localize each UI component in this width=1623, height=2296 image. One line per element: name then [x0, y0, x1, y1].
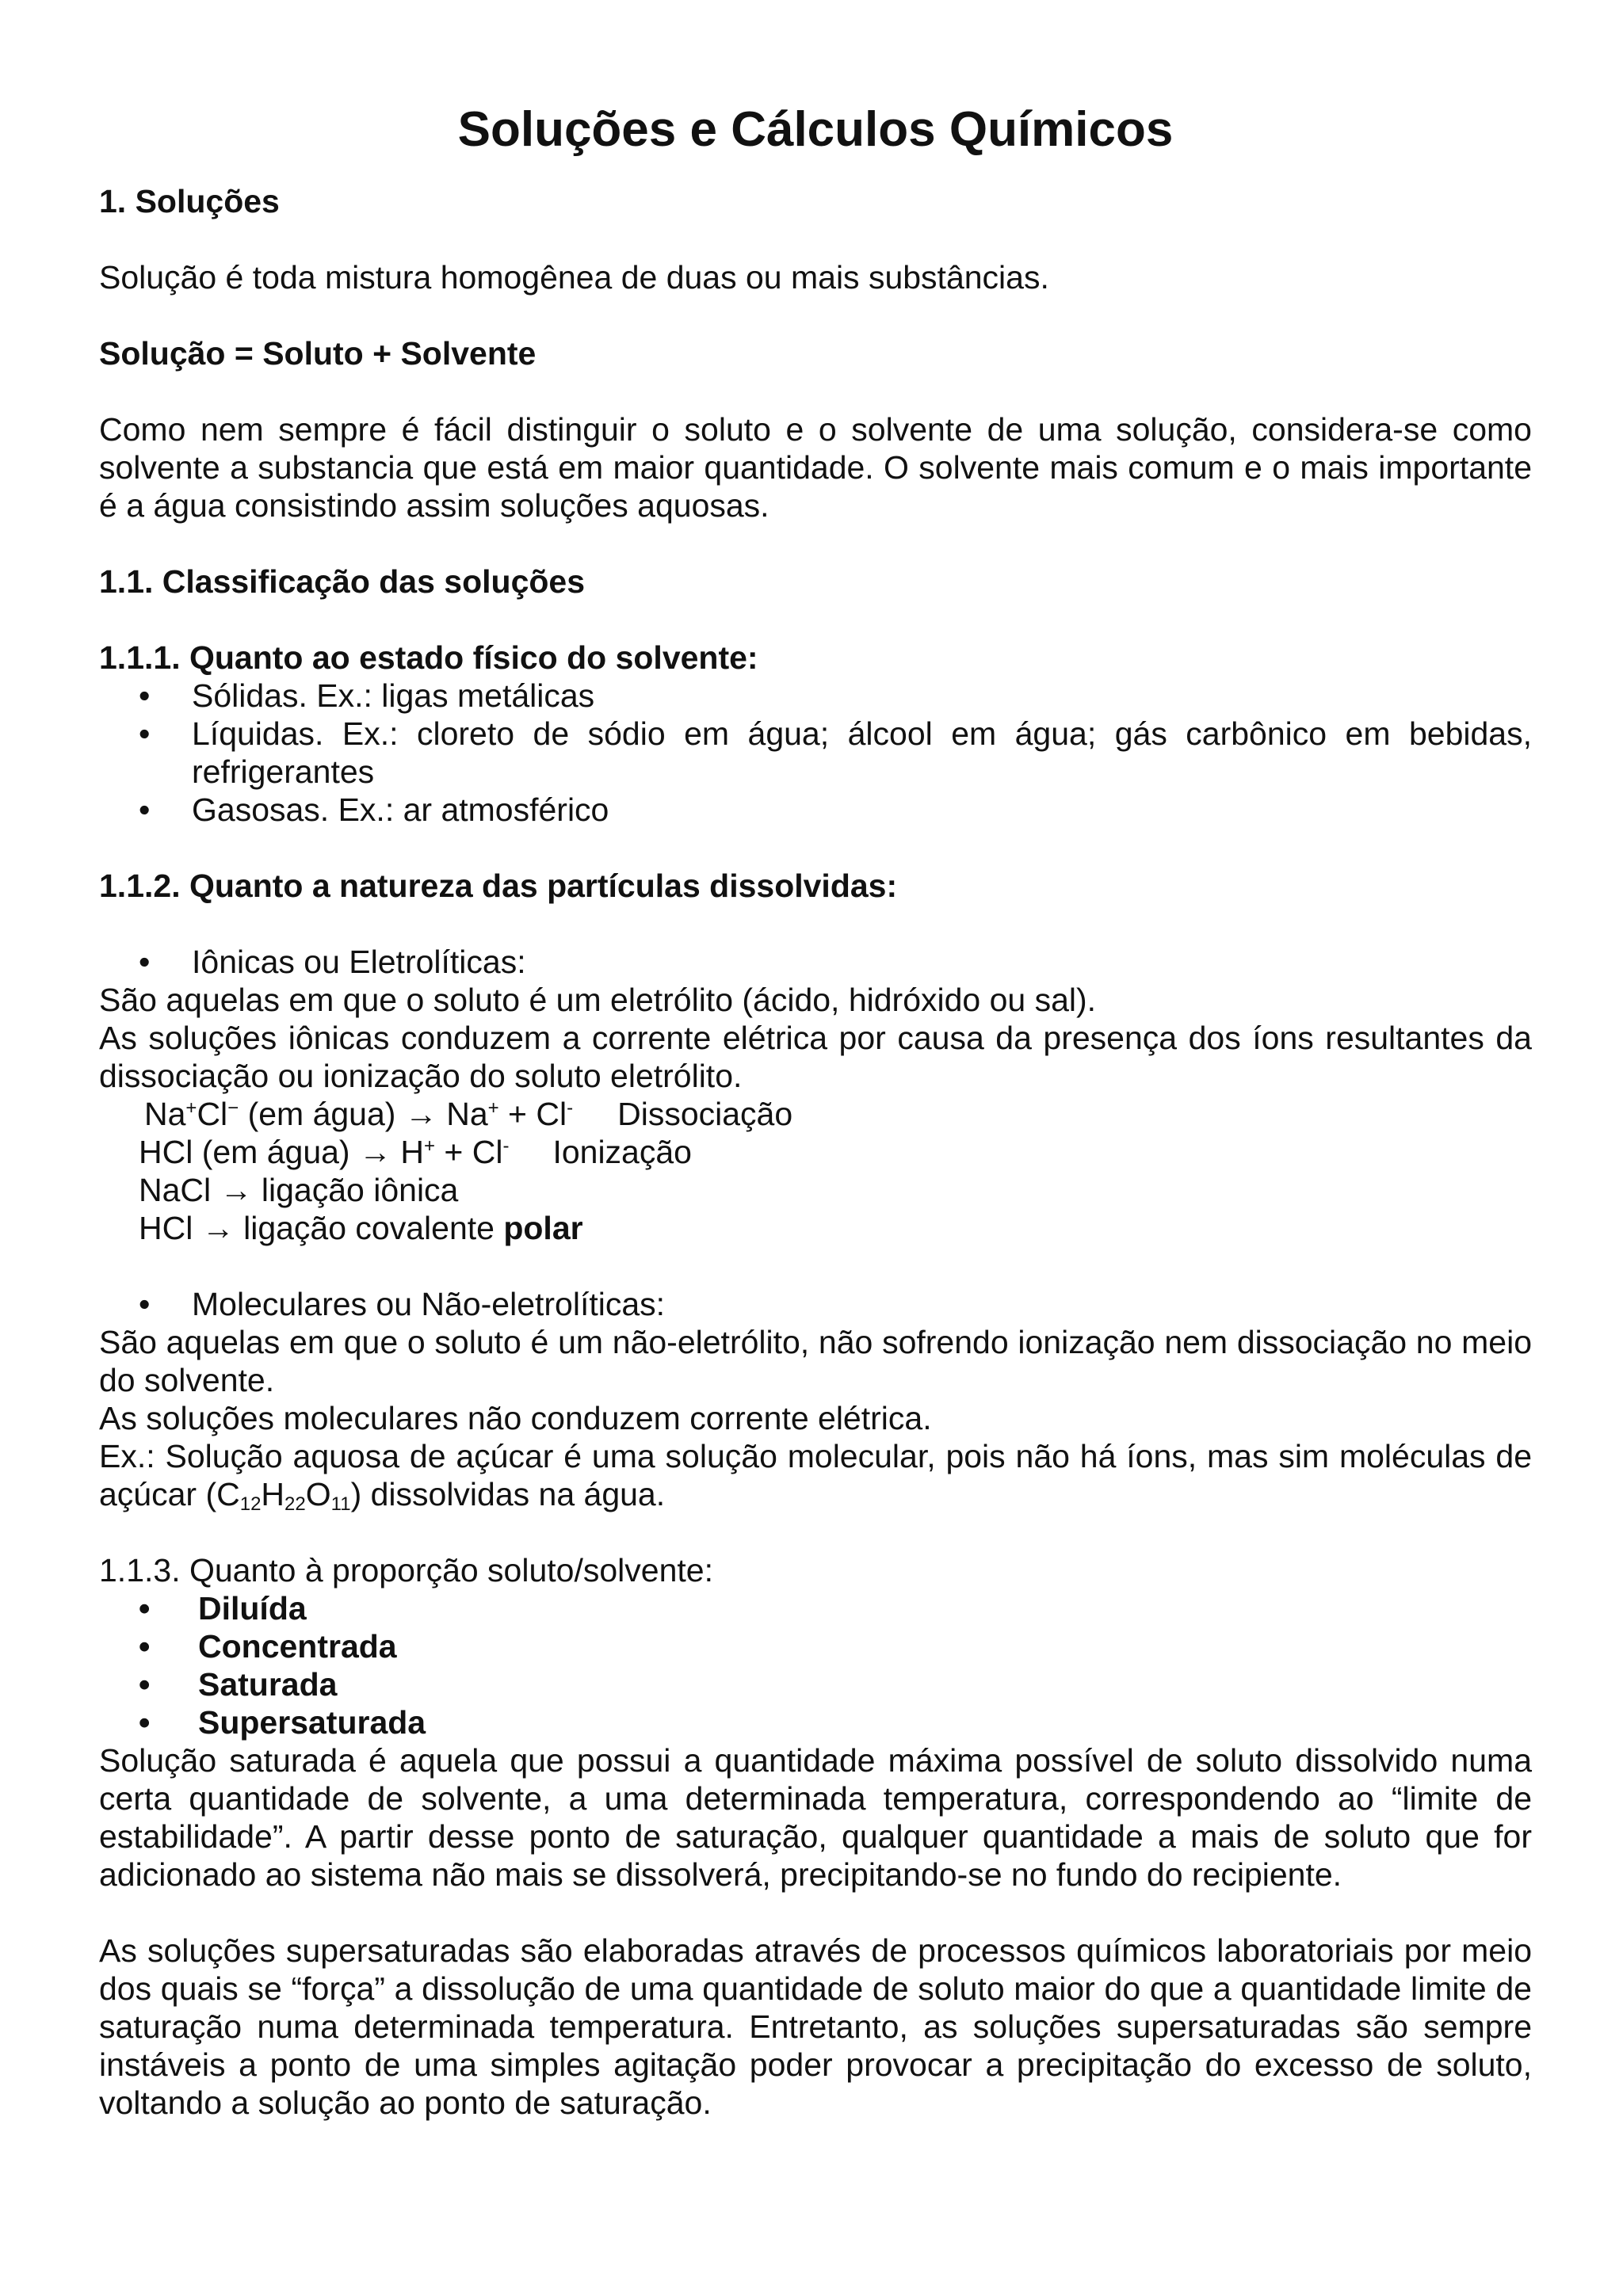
eq-superscript: + — [423, 1135, 435, 1157]
dissociation-equation — [139, 1095, 1532, 1133]
eq-text: + Cl — [498, 1096, 567, 1132]
eq-superscript: − — [227, 1097, 239, 1119]
subsection-heading-particles: 1.1.2. Quanto a natureza das partículas dissolvidas: — [99, 868, 898, 904]
list-item: • Concentrada — [99, 1627, 1532, 1665]
solvent-paragraph: Como nem sempre é fácil distinguir o soluto e o solvente de uma solução, considera-se como solvente a substancia que está em maior quantidade. O solvente mais comum e o mais importante é a água consistindo assim soluções aquosas. — [99, 411, 1532, 524]
list-item: • Saturada — [99, 1665, 1532, 1703]
molecular-conduction: As soluções moleculares não conduzem corrente elétrica. — [99, 1400, 932, 1436]
subsection-heading-physical-state: 1.1.1. Quanto ao estado físico do solvente: — [99, 639, 758, 676]
eq-superscript: + — [185, 1097, 197, 1119]
eq-label: Dissociação — [617, 1096, 793, 1132]
ionic-conduction: As soluções iônicas conduzem a corrente elétrica por causa da presença dos íons resultantes da dissociação ou ionização do soluto eletrólito. — [99, 1020, 1532, 1094]
section-heading-classification: 1.1. Classificação das soluções — [99, 563, 586, 600]
saturated-paragraph: Solução saturada é aquela que possui a quantidade máxima possível de soluto dissolvido numa certa quantidade de solvente, a uma determinada temperatura, correspondendo ao “limite de estabilidade”. A partir desse ponto de saturação, qualquer quantidade a mais de soluto que for adicionado ao sistema não mais se dissolverá, precipitando-se no fundo do recipiente. — [99, 1742, 1532, 1893]
supersaturated-paragraph: As soluções supersaturadas são elaboradas através de processos químicos laboratoriais por meio dos quais se “força” a dissolução de uma quantidade de soluto maior do que a quantidade limite de saturação numa determinada temperatura. Entretanto, as soluções supersaturadas são sempre instáveis a ponto de uma simples agitação poder provocar a precipitação do excesso de soluto, voltando a solução ao ponto de saturação. — [99, 1932, 1532, 2121]
proportion-list — [99, 1589, 1532, 1741]
example-text: ) dissolvidas na água. — [350, 1476, 666, 1512]
ionic-definition: São aquelas em que o soluto é um eletrólito (ácido, hidróxido ou sal). — [99, 982, 1097, 1018]
example-text: Ex.: Solução aquosa de açúcar é uma solução molecular, pois não há íons, mas sim moléculas de açúcar (C — [99, 1438, 1532, 1512]
page-title: Soluções e Cálculos Químicos — [457, 102, 1174, 157]
molecular-example — [99, 1437, 1532, 1513]
eq-text: HCl (em água) → H — [139, 1134, 424, 1170]
list-item: • Líquidas. Ex.: cloreto de sódio em água; álcool em água; gás carbônico em bebidas, refrigerantes — [99, 715, 1532, 791]
section-heading-solucoes: 1. Soluções — [99, 183, 280, 219]
eq-superscript: + — [487, 1097, 499, 1119]
example-text: O — [305, 1476, 331, 1512]
eq-label: Ionização — [552, 1134, 692, 1170]
physical-state-list — [99, 677, 1532, 829]
nacl-bond-line: NaCl → ligação iônica — [139, 1172, 459, 1208]
example-text: H — [261, 1476, 285, 1512]
list-item: • Gasosas. Ex.: ar atmosférico — [99, 791, 1532, 829]
eq-text: + Cl — [435, 1134, 503, 1170]
formula-text: Solução = Soluto + Solvente — [99, 335, 537, 372]
ionization-equation — [139, 1133, 1532, 1171]
eq-superscript: - — [502, 1135, 510, 1157]
subsection-heading-proportion: 1.1.3. Quanto à proporção soluto/solvente: — [99, 1552, 713, 1589]
molecular-definition: São aquelas em que o soluto é um não-eletrólito, não sofrendo ionização nem dissociação no meio do solvente. — [99, 1324, 1532, 1398]
list-item: • Supersaturada — [99, 1703, 1532, 1741]
list-item: • Diluída — [99, 1589, 1532, 1627]
list-item: • Sólidas. Ex.: ligas metálicas — [99, 677, 1532, 715]
eq-text: Na — [144, 1096, 186, 1132]
equation-block — [99, 1095, 1532, 1247]
document-body — [99, 101, 1532, 2122]
list-item-molecular: • Moleculares ou Não-eletrolíticas: — [99, 1285, 1532, 1323]
eq-text: HCl → ligação covalente — [139, 1210, 504, 1246]
subscript: 12 — [239, 1493, 262, 1515]
hcl-bond-line — [139, 1209, 1532, 1247]
eq-text: (em água) → Na — [247, 1096, 488, 1132]
eq-superscript: - — [567, 1097, 574, 1119]
eq-bold: polar — [503, 1210, 583, 1246]
molecular-list — [99, 1285, 1532, 1323]
subscript: 11 — [330, 1493, 351, 1515]
list-item-ionic: • Iônicas ou Eletrolíticas: — [99, 943, 1532, 981]
ionic-list — [99, 943, 1532, 981]
subscript: 22 — [285, 1493, 306, 1515]
definition-text: Solução é toda mistura homogênea de duas ou mais substâncias. — [99, 259, 1049, 296]
eq-text: Cl — [197, 1096, 228, 1132]
